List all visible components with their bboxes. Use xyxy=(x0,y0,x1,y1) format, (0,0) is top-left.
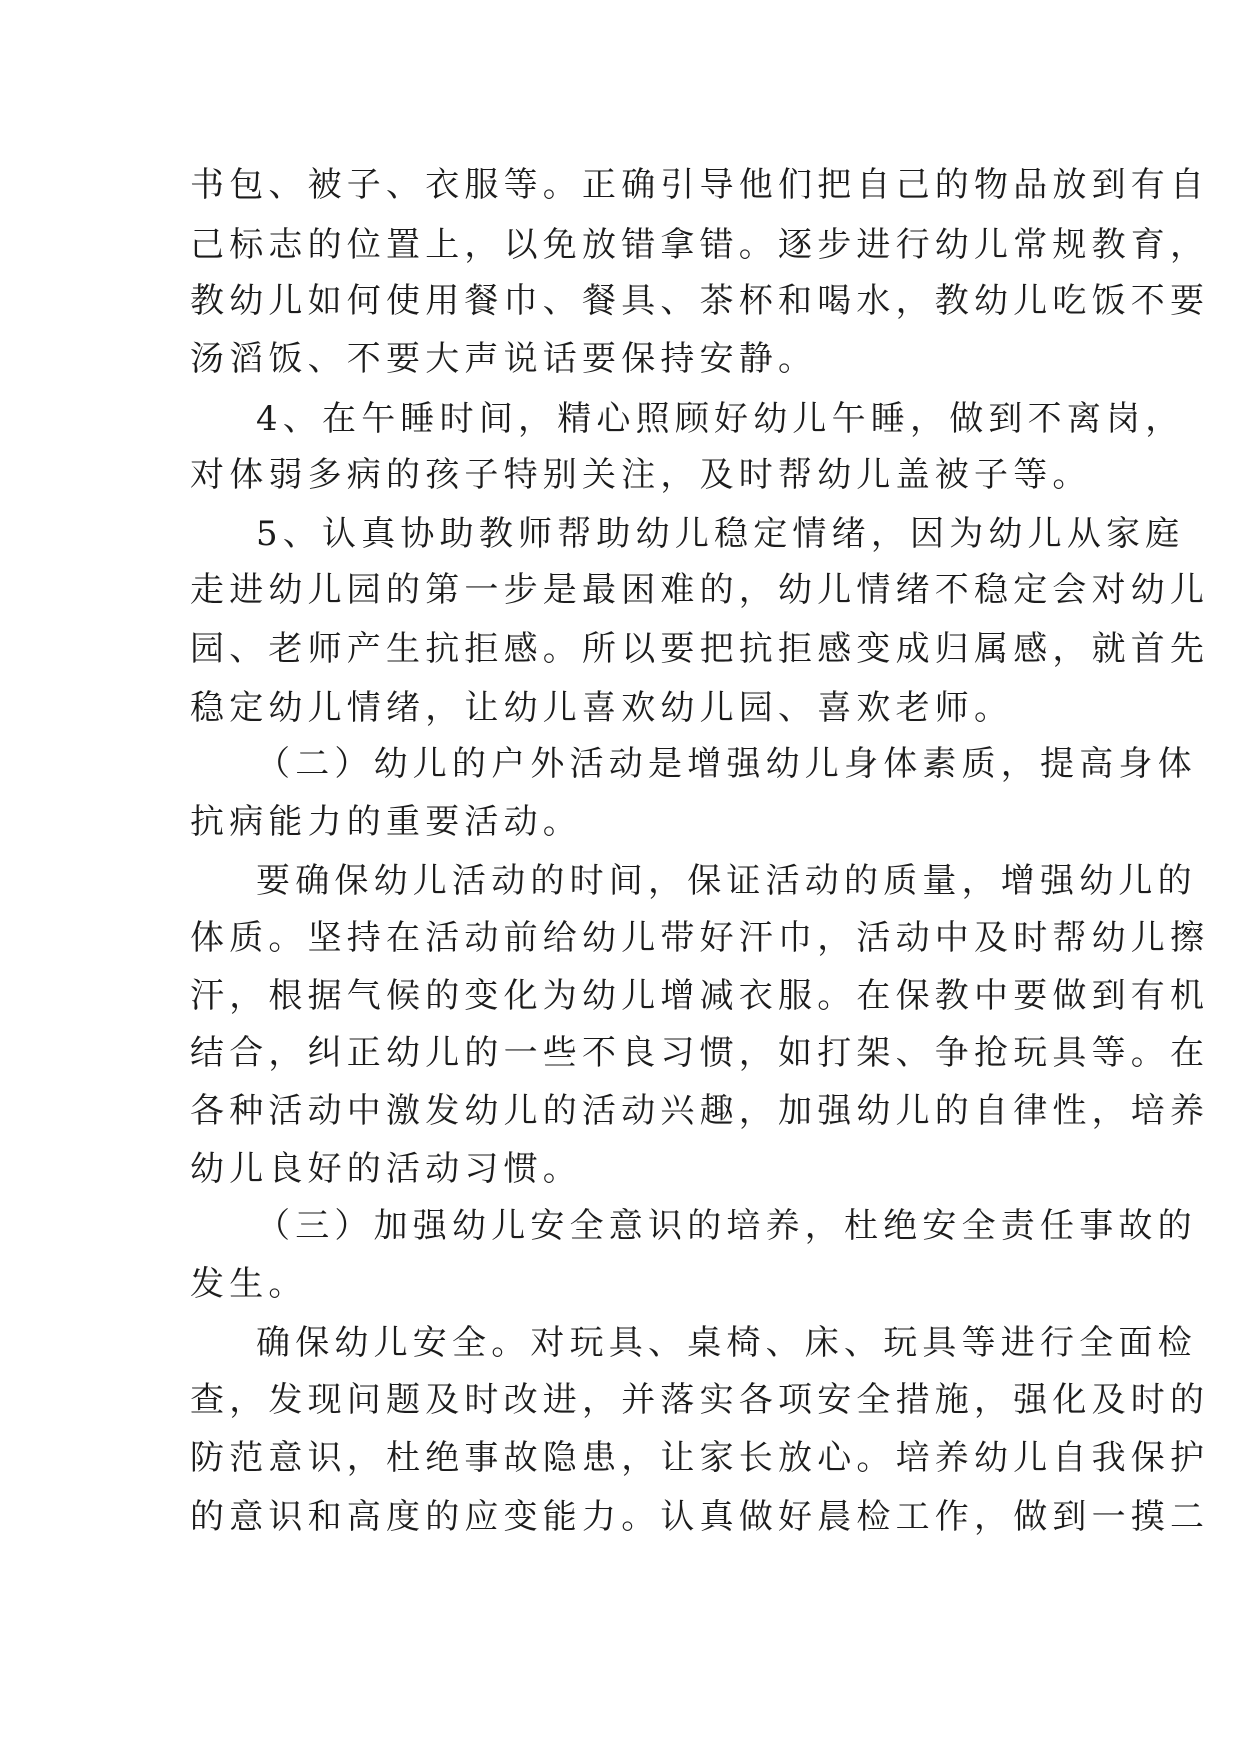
section-heading: （三）加强幼儿安全意识的培养，杜绝安全责任事故的 xyxy=(256,1206,1197,1246)
text-line: 防范意识，杜绝事故隐患，让家长放心。培养幼儿自我保护 xyxy=(190,1438,1210,1478)
text-line: 5、认真协助教师帮助幼儿稳定情绪，因为幼儿从家庭 xyxy=(256,514,1185,554)
text-line: 要确保幼儿活动的时间，保证活动的质量，增强幼儿的 xyxy=(256,861,1197,901)
text-line: 确保幼儿安全。对玩具、桌椅、床、玩具等进行全面检 xyxy=(256,1323,1197,1363)
text-line: 走进幼儿园的第一步是最困难的，幼儿情绪不稳定会对幼儿 xyxy=(190,570,1210,610)
text-line: 结合，纠正幼儿的一些不良习惯，如打架、争抢玩具等。在 xyxy=(190,1033,1210,1073)
text-line: 各种活动中激发幼儿的活动兴趣，加强幼儿的自律性，培养 xyxy=(190,1091,1210,1131)
section-heading: （二）幼儿的户外活动是增强幼儿身体素质，提高身体 xyxy=(256,744,1197,784)
text-line: 4、在午睡时间，精心照顾好幼儿午睡，做到不离岗， xyxy=(256,399,1185,439)
text-line: 稳定幼儿情绪，让幼儿喜欢幼儿园、喜欢老师。 xyxy=(190,688,1014,728)
section-heading: 发生。 xyxy=(190,1264,308,1304)
text-line: 体质。坚持在活动前给幼儿带好汗巾，活动中及时帮幼儿擦 xyxy=(190,918,1210,958)
section-heading: 抗病能力的重要活动。 xyxy=(190,802,582,842)
text-line: 教幼儿如何使用餐巾、餐具、茶杯和喝水，教幼儿吃饭不要 xyxy=(190,281,1210,321)
text-line: 园、老师产生抗拒感。所以要把抗拒感变成归属感，就首先 xyxy=(190,629,1210,669)
text-line: 对体弱多病的孩子特别关注，及时帮幼儿盖被子等。 xyxy=(190,455,1092,495)
text-line: 汤滔饭、不要大声说话要保持安静。 xyxy=(190,339,818,379)
text-line: 查，发现问题及时改进，并落实各项安全措施，强化及时的 xyxy=(190,1380,1210,1420)
text-line: 己标志的位置上，以免放错拿错。逐步进行幼儿常规教育， xyxy=(190,225,1210,265)
text-line: 幼儿良好的活动习惯。 xyxy=(190,1149,582,1189)
text-line: 汗，根据气候的变化为幼儿增减衣服。在保教中要做到有机 xyxy=(190,976,1210,1016)
text-line: 书包、被子、衣服等。正确引导他们把自己的物品放到有自 xyxy=(190,165,1210,205)
text-line: 的意识和高度的应变能力。认真做好晨检工作，做到一摸二 xyxy=(190,1497,1210,1537)
